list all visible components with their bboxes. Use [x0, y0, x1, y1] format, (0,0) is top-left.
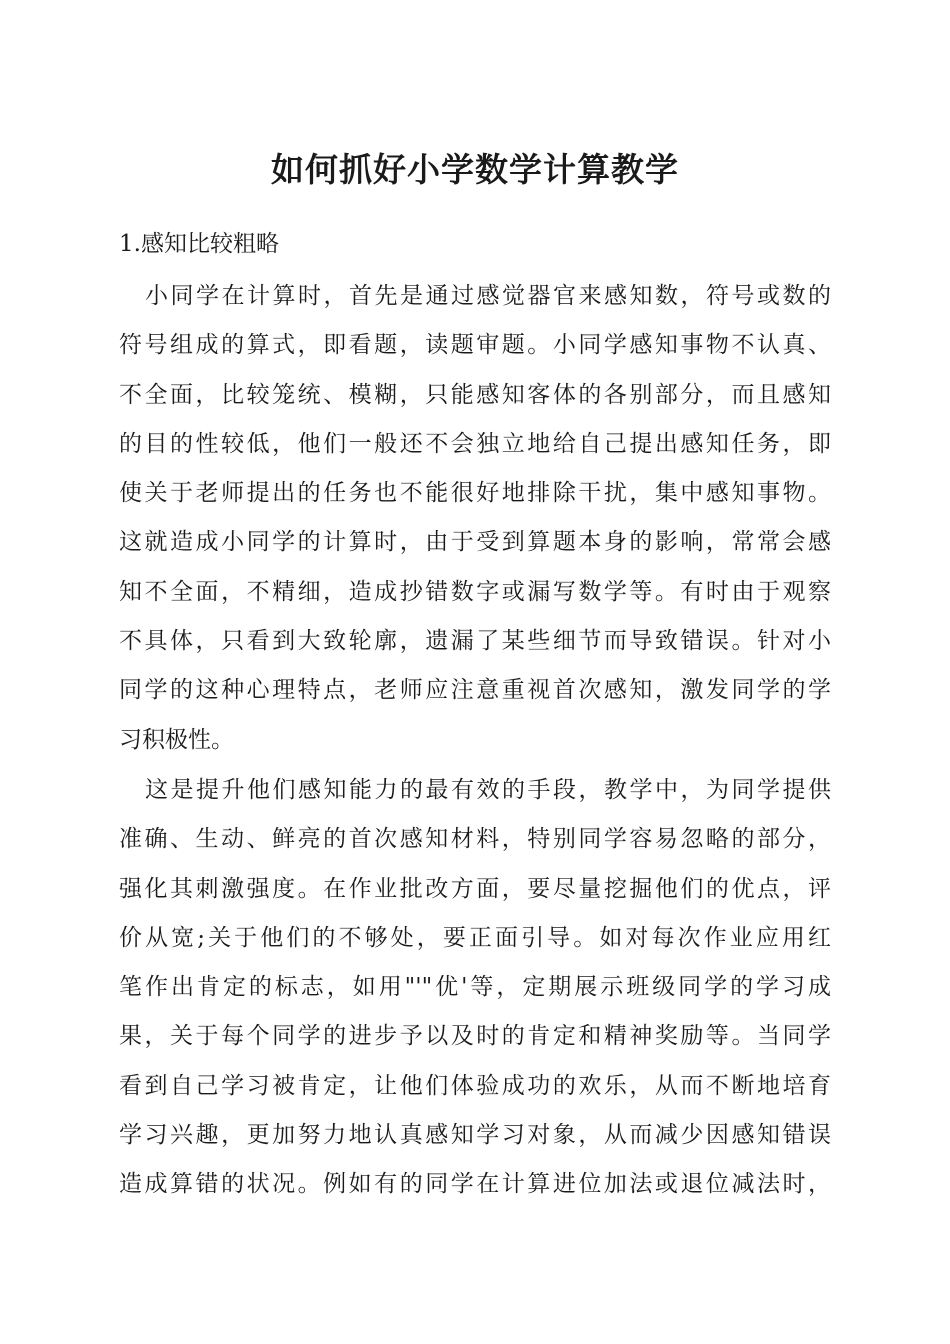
paragraph-line: 符号组成的算式，即看题，读题审题。小同学感知事物不认真、	[119, 332, 831, 359]
paragraph-line: 小同学在计算时，首先是通过感觉器官来感知数，符号或数的	[145, 283, 831, 309]
paragraph-line: 不全面，比较笼统、模糊，只能感知客体的各别部分，而且感知	[119, 381, 831, 408]
paragraph-line: 强化其刺激强度。在作业批改方面，要尽量挖掘他们的优点，评	[119, 875, 831, 902]
paragraph-line: 看到自己学习被肯定，让他们体验成功的欢乐，从而不断地培育	[119, 1072, 831, 1099]
paragraph-2	[119, 766, 831, 1210]
paragraph-line: 造成算错的状况。例如有的同学在计算进位加法或退位减法时，	[119, 1171, 831, 1198]
paragraph-line: 准确、生动、鲜亮的首次感知材料，特别同学容易忽略的部分，	[119, 826, 831, 853]
paragraph-line: 的目的性较低，他们一般还不会独立地给自己提出感知任务，即	[119, 430, 831, 457]
paragraph-line: 这是提升他们感知能力的最有效的手段，教学中，为同学提供	[145, 777, 831, 803]
paragraph-line: 这就造成小同学的计算时，由于受到算题本身的影响，常常会感	[119, 529, 831, 556]
paragraph-line: 同学的这种心理特点，老师应注意重视首次感知，激发同学的学	[119, 677, 831, 704]
paragraph-line: 不具体，只看到大致轮廓，遗漏了某些细节而导致错误。针对小	[119, 628, 831, 655]
paragraph-line: 使关于老师提出的任务也不能很好地排除干扰，集中感知事物。	[119, 480, 831, 507]
document-title: 如何抓好小学数学计算教学	[271, 150, 679, 189]
paragraph-line: 知不全面，不精细，造成抄错数字或漏写数学等。有时由于观察	[119, 578, 831, 605]
paragraph-line: 笔作出肯定的标志，如用"'"优'等，定期展示班级同学的学习成	[119, 974, 831, 1001]
paragraph-line: 价从宽;关于他们的不够处，要正面引导。如对每次作业应用红	[119, 924, 831, 951]
paragraph-line: 果，关于每个同学的进步予以及时的肯定和精神奖励等。当同学	[119, 1023, 831, 1050]
section-heading: 1.感知比较粗略	[119, 231, 279, 257]
paragraph-line: 习积极性。	[119, 726, 234, 753]
paragraph-line: 学习兴趣，更加努力地认真感知学习对象，从而减少因感知错误	[119, 1122, 831, 1149]
paragraph-1	[119, 272, 831, 765]
